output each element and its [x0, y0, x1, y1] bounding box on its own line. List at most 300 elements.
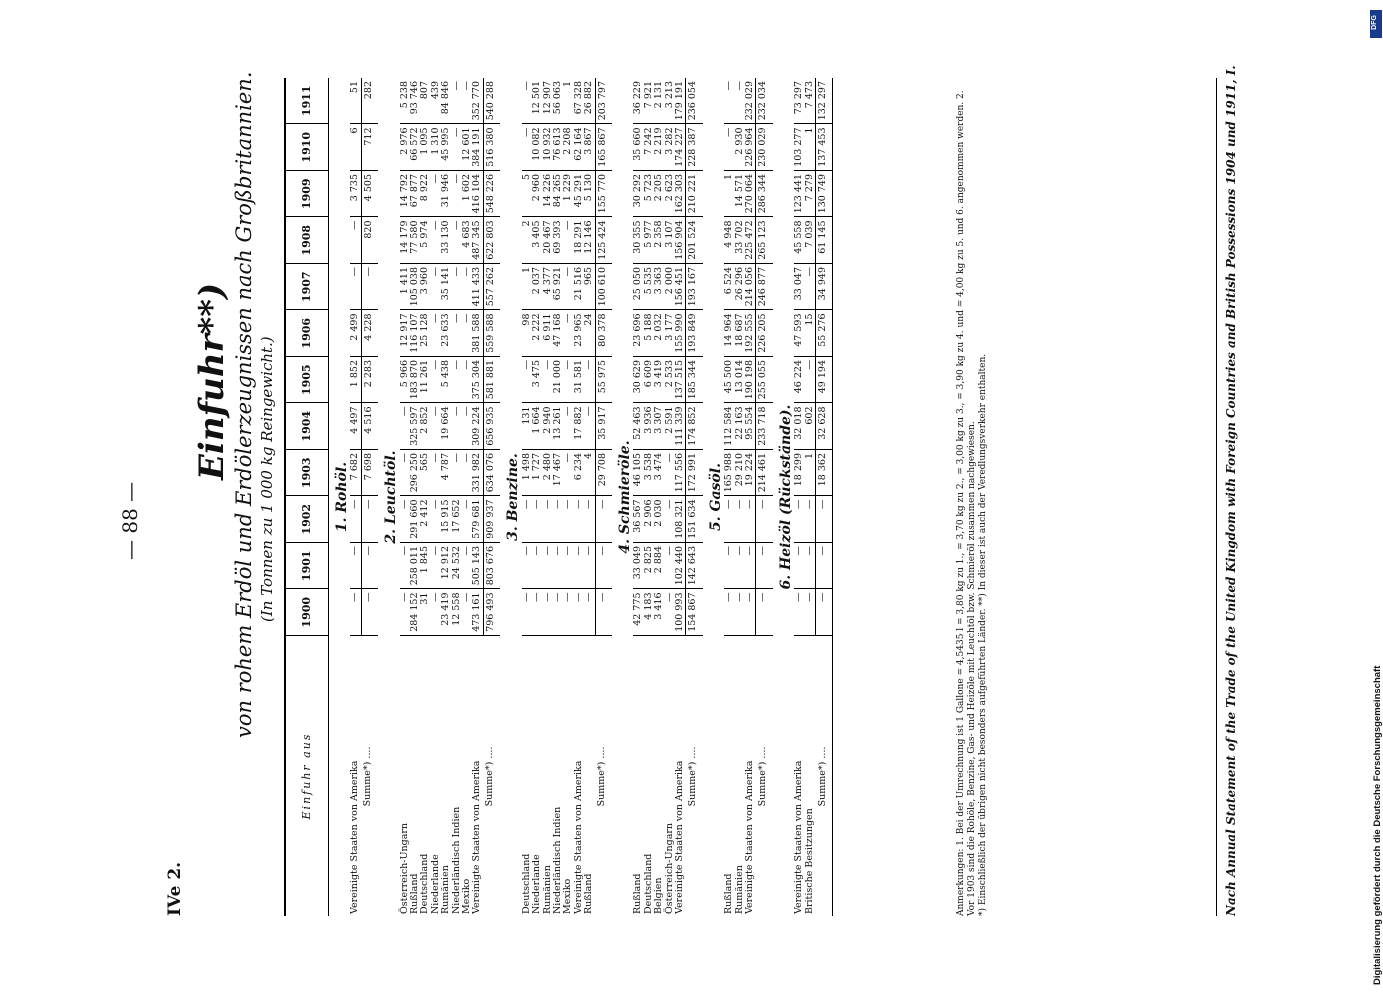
- sum-row: [483, 78, 500, 916]
- table-cell: 14 571: [735, 171, 745, 218]
- table-cell: 33 702: [735, 217, 745, 264]
- table-cell: 14 226: [543, 171, 553, 218]
- table-row: [584, 78, 595, 916]
- table-cell: —: [532, 589, 542, 636]
- table-cell: 12 501: [532, 78, 542, 124]
- table-row: [420, 78, 430, 916]
- table-row: [574, 78, 584, 916]
- table-cell: 17 467: [553, 450, 563, 497]
- table-cell: 165 988: [724, 450, 734, 497]
- sum-cell: 7 698: [361, 450, 378, 497]
- sum-cell: 137 453: [816, 124, 833, 171]
- table-cell: —: [665, 450, 675, 497]
- table-cell: 25 050: [633, 264, 643, 311]
- table-cell: —: [522, 357, 532, 404]
- table-cell: 13 014: [735, 357, 745, 404]
- sum-cell: —: [595, 543, 612, 590]
- table-cell: 1 852: [350, 357, 361, 404]
- sum-cell: —: [361, 496, 378, 543]
- table-cell: —: [462, 310, 472, 357]
- row-label: Mexiko: [461, 878, 473, 914]
- sum-cell: 174 852: [686, 403, 703, 450]
- sum-cell: 34 949: [816, 264, 833, 311]
- table-cell: 45 558: [794, 217, 804, 264]
- table-row: [472, 78, 483, 916]
- table-cell: 47 168: [553, 310, 563, 357]
- table-cell: 17 882: [574, 403, 584, 450]
- table-cell: 1 411: [400, 264, 410, 311]
- table-cell: —: [584, 496, 595, 543]
- row-label: Deutschland: [520, 853, 532, 914]
- row-label: Belgien: [653, 877, 665, 914]
- sum-label: Summe*) ....: [756, 746, 768, 807]
- table-cell: 270 064: [745, 171, 756, 218]
- table-cell: 65 921: [553, 264, 563, 311]
- table-cell: 3 282: [665, 124, 675, 171]
- table-cell: 22 163: [735, 403, 745, 450]
- table-cell: —: [543, 357, 553, 404]
- table-cell: —: [431, 264, 441, 311]
- table-cell: 6: [350, 124, 361, 171]
- table-cell: 12 907: [543, 78, 553, 124]
- row-label: Rußland: [583, 873, 595, 914]
- table-cell: 3 213: [665, 78, 675, 124]
- table-cell: —: [462, 543, 472, 590]
- sum-cell: 820: [361, 217, 378, 264]
- table-cell: —: [543, 496, 553, 543]
- table-cell: 31: [420, 589, 430, 636]
- table-cell: 1: [805, 124, 816, 171]
- table-cell: —: [563, 264, 573, 311]
- notes: [956, 78, 989, 916]
- table-cell: 2 976: [400, 124, 410, 171]
- table-cell: 45 995: [441, 124, 451, 171]
- table-cell: —: [553, 589, 563, 636]
- table-cell: —: [400, 543, 410, 590]
- table-cell: —: [452, 78, 462, 124]
- table-cell: 2 208: [563, 124, 573, 171]
- sum-cell: —: [756, 496, 773, 543]
- sum-cell: 286 344: [756, 171, 773, 218]
- table-cell: 2 222: [532, 310, 542, 357]
- table-cell: 3 936: [644, 403, 654, 450]
- table-cell: 3 416: [654, 589, 664, 636]
- table-cell: 33 130: [441, 217, 451, 264]
- row-label: Niederländisch Indien: [551, 806, 563, 914]
- table-cell: —: [431, 403, 441, 450]
- sum-cell: 151 634: [686, 496, 703, 543]
- table-cell: 411 433: [472, 264, 483, 311]
- table-row: [794, 78, 804, 916]
- row-label: Rumänien: [733, 865, 745, 914]
- sum-cell: 282: [361, 78, 378, 124]
- table-cell: 2 906: [644, 496, 654, 543]
- section-title-row: [612, 78, 633, 916]
- table-cell: 33 049: [633, 543, 643, 590]
- table-cell: —: [462, 264, 472, 311]
- section-title-row: [329, 78, 351, 916]
- divider: [1216, 78, 1217, 916]
- sum-cell: 265 123: [756, 217, 773, 264]
- table-cell: 190 198: [745, 357, 756, 404]
- sum-cell: —: [361, 589, 378, 636]
- table-cell: 3 177: [665, 310, 675, 357]
- table-cell: —: [745, 496, 756, 543]
- table-cell: —: [452, 171, 462, 218]
- table-cell: 2 940: [543, 403, 553, 450]
- table-cell: —: [431, 357, 441, 404]
- sum-cell: 230 029: [756, 124, 773, 171]
- section-title-row: [703, 78, 724, 916]
- sum-cell: 100 610: [595, 264, 612, 311]
- table-cell: 24 532: [452, 543, 462, 590]
- table-cell: 4 497: [350, 403, 361, 450]
- table-row: [452, 78, 462, 916]
- table-cell: —: [452, 124, 462, 171]
- row-label: Britische Besitzungen: [803, 808, 815, 914]
- table-cell: —: [431, 450, 441, 497]
- table-cell: —: [563, 310, 573, 357]
- table-cell: 1 310: [431, 124, 441, 171]
- table-cell: 579 681: [472, 496, 483, 543]
- sum-cell: 29 708: [595, 450, 612, 497]
- table-cell: 1 095: [420, 124, 430, 171]
- table-cell: —: [522, 78, 532, 124]
- table-cell: 296 250: [410, 450, 420, 497]
- table-cell: 21 000: [553, 357, 563, 404]
- table-cell: 24: [584, 310, 595, 357]
- table-cell: 2 000: [665, 264, 675, 311]
- table-cell: —: [452, 403, 462, 450]
- column-header-year: 1908: [285, 217, 329, 264]
- table-cell: 183 870: [410, 357, 420, 404]
- table-cell: 2 205: [654, 171, 664, 218]
- table-cell: 17 652: [452, 496, 462, 543]
- table-cell: 112 584: [724, 403, 734, 450]
- table-cell: 111 339: [675, 403, 686, 450]
- table-cell: —: [574, 589, 584, 636]
- table-cell: 381 588: [472, 310, 483, 357]
- sum-cell: 55 975: [595, 357, 612, 404]
- table-cell: 3 474: [654, 450, 664, 497]
- table-cell: 14 179: [400, 217, 410, 264]
- table-cell: 1: [805, 450, 816, 497]
- table-cell: 7 921: [644, 78, 654, 124]
- row-label: Rumänien: [541, 865, 553, 914]
- table-cell: —: [462, 78, 472, 124]
- table-cell: 2 852: [420, 403, 430, 450]
- section-title-row: [773, 78, 794, 916]
- sum-cell: 193 849: [686, 310, 703, 357]
- column-header-year: 1901: [285, 543, 329, 590]
- sum-label: Summe*) ....: [816, 636, 833, 917]
- table-cell: 21 516: [574, 264, 584, 311]
- table-cell: 505 143: [472, 543, 483, 590]
- table-cell: 3 960: [420, 264, 430, 311]
- table-cell: —: [400, 589, 410, 636]
- sum-cell: 155 770: [595, 171, 612, 218]
- column-header-year: 1904: [285, 403, 329, 450]
- table-cell: 47 593: [794, 310, 804, 357]
- table-cell: 100 993: [675, 589, 686, 636]
- table-cell: 3 475: [532, 357, 542, 404]
- table-cell: —: [805, 589, 816, 636]
- table-cell: 2 358: [654, 217, 664, 264]
- table-cell: 52 463: [633, 403, 643, 450]
- table-cell: 10 932: [543, 124, 553, 171]
- sum-cell: —: [756, 543, 773, 590]
- table-row: [633, 78, 643, 916]
- table-row: [532, 78, 542, 916]
- table-cell: 23 633: [441, 310, 451, 357]
- table-cell: —: [522, 124, 532, 171]
- table-cell: —: [532, 543, 542, 590]
- row-label: Niederlande: [531, 854, 543, 914]
- sum-label: Summe*) ....: [362, 746, 374, 807]
- table-cell: 76 613: [553, 124, 563, 171]
- sum-row: [686, 78, 703, 916]
- sum-cell: 130 749: [816, 171, 833, 218]
- table-cell: 1 664: [532, 403, 542, 450]
- table-cell: 35 660: [633, 124, 643, 171]
- table-cell: 3 363: [654, 264, 664, 311]
- table-cell: 26 296: [735, 264, 745, 311]
- table-cell: 84 265: [553, 171, 563, 218]
- table-cell: —: [431, 171, 441, 218]
- sum-cell: 203 797: [595, 78, 612, 124]
- table-row: [553, 78, 563, 916]
- table-cell: 2: [522, 217, 532, 264]
- note-remarks: Anmerkungen: 1. Bei der Umrechnung ist 1 Gallone = 4,5435 l = 3,80 kg zu 1., = 3,70 kg zu 2., = 3,00 kg zu 3., = 3,90 kg zu 4. und = 4,00 kg zu 5. und 6. angenommen werden. 2. Vor 1903 sind die Rohöle, Benzine, Gas- und Heizöle mit Leuchtöl bzw. Schmieröl zusammen nachgewiesen.: [956, 90, 977, 916]
- table-cell: 35 141: [441, 264, 451, 311]
- table-cell: 31 581: [574, 357, 584, 404]
- table-cell: 45 291: [574, 171, 584, 218]
- table-cell: 18 291: [574, 217, 584, 264]
- sum-cell: 61 145: [816, 217, 833, 264]
- table-cell: 155 990: [675, 310, 686, 357]
- table-cell: 162 303: [675, 171, 686, 218]
- table-cell: —: [452, 357, 462, 404]
- table-cell: —: [431, 310, 441, 357]
- table-cell: 23 965: [574, 310, 584, 357]
- table-cell: 5 188: [644, 310, 654, 357]
- row-label: Niederlande: [429, 854, 441, 914]
- row-label: Österreich-Ungarn: [398, 822, 410, 914]
- table-cell: 602: [805, 403, 816, 450]
- table-cell: 7 473: [805, 78, 816, 124]
- sum-row: [361, 78, 378, 916]
- table-cell: —: [805, 357, 816, 404]
- table-cell: 4: [584, 450, 595, 497]
- table-cell: 807: [420, 78, 430, 124]
- table-cell: 5 723: [644, 171, 654, 218]
- table-cell: 36 567: [633, 496, 643, 543]
- section-code: IVe 2.: [165, 861, 185, 916]
- sum-label: Summe*) ....: [686, 746, 698, 807]
- row-label: Vereinigte Staaten von Amerika: [349, 760, 361, 914]
- table-cell: 325 597: [410, 403, 420, 450]
- sum-cell: 548 226: [483, 171, 500, 218]
- table-cell: 1: [522, 264, 532, 311]
- sum-cell: 193 167: [686, 264, 703, 311]
- table-cell: 565: [420, 450, 430, 497]
- section-title: 6. Heizöl (Rückstände).: [777, 404, 794, 590]
- sum-cell: 185 344: [686, 357, 703, 404]
- table-cell: 23 696: [633, 310, 643, 357]
- row-label: Mexiko: [562, 878, 574, 914]
- table-row: [410, 78, 420, 916]
- table-cell: 2 412: [420, 496, 430, 543]
- table-cell: 77 580: [410, 217, 420, 264]
- table-cell: —: [794, 589, 804, 636]
- table-cell: 30 355: [633, 217, 643, 264]
- table-cell: 965: [584, 264, 595, 311]
- table-cell: —: [400, 403, 410, 450]
- table-cell: 2 930: [735, 124, 745, 171]
- table-cell: 67 877: [410, 171, 420, 218]
- table-cell: —: [350, 589, 361, 636]
- table-cell: —: [724, 589, 734, 636]
- table-cell: —: [794, 543, 804, 590]
- table-cell: 46 105: [633, 450, 643, 497]
- table-cell: 487 345: [472, 217, 483, 264]
- table-cell: 116 107: [410, 310, 420, 357]
- table-cell: 7 279: [805, 171, 816, 218]
- table-cell: 1: [724, 171, 734, 218]
- sum-cell: 622 803: [483, 217, 500, 264]
- sum-cell: 4 516: [361, 403, 378, 450]
- table-cell: —: [584, 357, 595, 404]
- table-cell: 226 964: [745, 124, 756, 171]
- table-cell: —: [563, 496, 573, 543]
- table-cell: 36 229: [633, 78, 643, 124]
- table-cell: 5 130: [584, 171, 595, 218]
- table-cell: 15: [805, 310, 816, 357]
- sum-cell: 165 867: [595, 124, 612, 171]
- page-number: — 88 —: [118, 481, 142, 560]
- table-cell: —: [563, 543, 573, 590]
- table-cell: 3 107: [665, 217, 675, 264]
- table-cell: —: [452, 264, 462, 311]
- table-cell: —: [735, 78, 745, 124]
- table-row: [675, 78, 686, 916]
- sum-cell: 712: [361, 124, 378, 171]
- import-table: [284, 78, 833, 916]
- table-cell: —: [724, 124, 734, 171]
- column-header-year: 1902: [285, 496, 329, 543]
- table-cell: 108 321: [675, 496, 686, 543]
- sum-cell: —: [361, 543, 378, 590]
- table-cell: 4 948: [724, 217, 734, 264]
- table-cell: —: [452, 450, 462, 497]
- table-cell: 2 032: [654, 310, 664, 357]
- table-cell: 384 191: [472, 124, 483, 171]
- unit-note: (In Tonnen zu 1 000 kg Reingewicht.): [258, 336, 276, 622]
- table-cell: 225 472: [745, 217, 756, 264]
- column-header-year: 1909: [285, 171, 329, 218]
- column-header-year: 1903: [285, 450, 329, 497]
- table-cell: 18 299: [794, 450, 804, 497]
- table-cell: 30 292: [633, 171, 643, 218]
- column-header-year: 1905: [285, 357, 329, 404]
- table-cell: 20 467: [543, 217, 553, 264]
- row-label: Vereinigte Staaten von Amerika: [572, 760, 584, 914]
- sum-cell: 909 937: [483, 496, 500, 543]
- table-cell: 5 438: [441, 357, 451, 404]
- table-cell: 51: [350, 78, 361, 124]
- table-cell: 192 555: [745, 310, 756, 357]
- row-label: Vereinigte Staaten von Amerika: [471, 760, 483, 914]
- table-cell: —: [462, 496, 472, 543]
- table-cell: 2 480: [543, 450, 553, 497]
- table-cell: 331 982: [472, 450, 483, 497]
- table-cell: 2 884: [654, 543, 664, 590]
- sum-cell: 236 054: [686, 78, 703, 124]
- table-cell: 5 535: [644, 264, 654, 311]
- sum-cell: 803 676: [483, 543, 500, 590]
- table-cell: 29 210: [735, 450, 745, 497]
- table-cell: —: [735, 496, 745, 543]
- table-cell: 2 591: [665, 403, 675, 450]
- table-cell: 174 227: [675, 124, 686, 171]
- table-cell: —: [574, 543, 584, 590]
- column-header-year: 1907: [285, 264, 329, 311]
- table-cell: 32 018: [794, 403, 804, 450]
- row-label: Niederländisch Indien: [450, 806, 462, 914]
- table-cell: 7 039: [805, 217, 816, 264]
- table-cell: 33 047: [794, 264, 804, 311]
- sum-cell: 559 588: [483, 310, 500, 357]
- row-label: Rußland: [409, 873, 421, 914]
- table-cell: 12 917: [400, 310, 410, 357]
- sum-cell: 172 991: [686, 450, 703, 497]
- table-cell: 291 660: [410, 496, 420, 543]
- table-cell: 31 946: [441, 171, 451, 218]
- sum-cell: 581 881: [483, 357, 500, 404]
- sum-cell: 142 643: [686, 543, 703, 590]
- table-cell: 5: [522, 171, 532, 218]
- sum-cell: 154 867: [686, 589, 703, 636]
- sum-cell: 226 205: [756, 310, 773, 357]
- table-cell: 1 498: [522, 450, 532, 497]
- row-label: Rußland: [723, 873, 735, 914]
- table-cell: —: [735, 589, 745, 636]
- table-cell: 3 405: [532, 217, 542, 264]
- table-cell: —: [431, 496, 441, 543]
- table-cell: 84 846: [441, 78, 451, 124]
- table-row: [745, 78, 756, 916]
- sum-cell: 201 524: [686, 217, 703, 264]
- table-cell: —: [522, 589, 532, 636]
- table-cell: 95 554: [745, 403, 756, 450]
- row-label: Vereinigte Staaten von Amerika: [673, 760, 685, 914]
- table-cell: 5 977: [644, 217, 654, 264]
- table-cell: —: [400, 450, 410, 497]
- sum-cell: 557 262: [483, 264, 500, 311]
- sum-cell: 796 493: [483, 589, 500, 636]
- table-cell: 7 242: [644, 124, 654, 171]
- table-cell: 62 164: [574, 124, 584, 171]
- row-label: Deutschland: [642, 853, 654, 914]
- table-row: [441, 78, 451, 916]
- table-cell: 156 904: [675, 217, 686, 264]
- table-cell: 5 238: [400, 78, 410, 124]
- table-cell: 12 601: [462, 124, 472, 171]
- table-cell: 30 629: [633, 357, 643, 404]
- source-note: Nach Annual Statement of the Trade of the United Kingdom with Foreign Countries and British Possessions 1904 und 1911, I.: [1224, 65, 1238, 916]
- sum-cell: 214 461: [756, 450, 773, 497]
- table-cell: —: [462, 450, 472, 497]
